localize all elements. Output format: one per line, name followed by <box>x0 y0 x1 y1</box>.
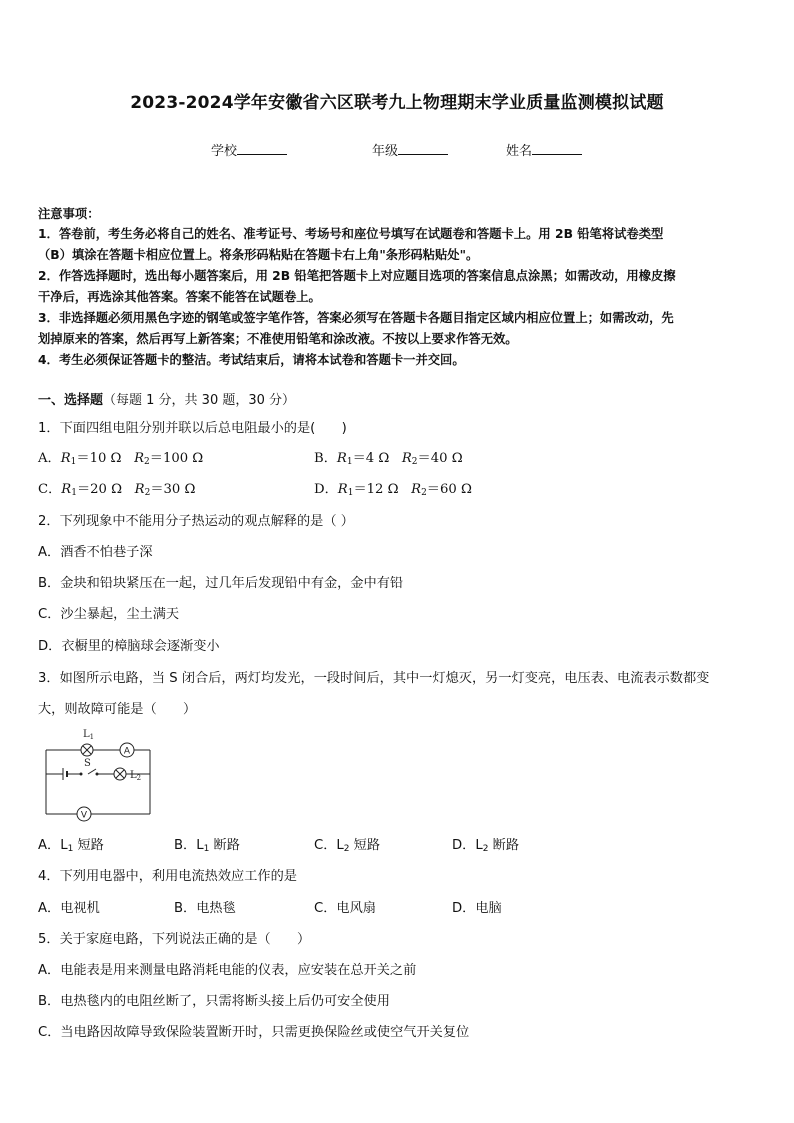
notice-line: 2．作答选择题时，选出每小题答案后，用 2B 铅笔把答题卡上对应题目选项的答案信息点涂黑；如需改动，用橡皮擦 <box>38 269 676 283</box>
q1-option-b: B．$R_1=4$ Ω $R_2=40$ Ω <box>314 451 463 467</box>
notice-line: 3．非选择题必须用黑色字迹的钢笔或签字笔作答，答案必须写在答题卡各题目指定区域内相应位置上；如需改动，先 <box>38 311 674 325</box>
battery-icon <box>63 768 67 780</box>
q5-option-b: B．电热毯内的电阻丝断了，只需将断头接上后仍可安全使用 <box>38 994 390 1009</box>
q3-stem-line2: 大，则故障可能是（ ） <box>38 702 197 717</box>
option-r2: 100 Ω <box>162 451 204 466</box>
section-detail: （每题 1 分，共 30 题，30 分） <box>103 393 296 408</box>
school-label: 学校 <box>211 144 238 159</box>
school-field <box>211 140 287 159</box>
q2-option-b: B．金块和铅块紧压在一起，过几年后发现铅中有金，金中有铅 <box>38 576 404 591</box>
option-r1: 12 Ω <box>366 482 399 497</box>
notice-heading: 注意事项： <box>38 207 100 221</box>
q2-option-c: C．沙尘暴起，尘土满天 <box>38 607 180 622</box>
label-l1: $L_1$ <box>83 729 95 741</box>
q2-stem: 2．下列现象中不能用分子热运动的观点解释的是（ ） <box>38 514 354 529</box>
label-l2: $L_2$ <box>130 770 142 782</box>
notice-line: 4．考生必须保证答题卡的整洁。考试结束后，请将本试卷和答题卡一并交回。 <box>38 353 465 367</box>
notice-line: 干净后，再选涂其他答案。答案不能答在试题卷上。 <box>38 290 321 304</box>
option-r1: 10 Ω <box>89 451 122 466</box>
q2-option-a: A．酒香不怕巷子深 <box>38 545 153 560</box>
section-heading <box>38 389 295 408</box>
option-r2: 30 Ω <box>163 482 196 497</box>
q5-option-a: A．电能表是用来测量电路消耗电能的仪表，应安装在总开关之前 <box>38 963 417 978</box>
option-letter: B． <box>314 451 337 466</box>
ammeter-label: A <box>123 746 131 757</box>
name-label: 姓名 <box>506 144 533 159</box>
q3-option-d: D．$L_2$ 断路 <box>452 838 520 854</box>
q3-option-b: B．$L_1$ 断路 <box>174 838 240 854</box>
option-letter: C． <box>38 482 62 497</box>
option-letter: A． <box>38 451 61 466</box>
page-title: 2023-2024学年安徽省六区联考九上物理期末学业质量监测模拟试题 <box>130 93 664 113</box>
notice-line: 划掉原来的答案，然后再写上新答案；不准使用铅笔和涂改液。不按以上要求作答无效。 <box>38 332 518 346</box>
grade-blank <box>398 142 448 155</box>
voltmeter-icon <box>77 807 91 821</box>
q4-option-c: C．电风扇 <box>314 901 376 916</box>
option-r1: 20 Ω <box>90 482 123 497</box>
label-s: S <box>84 758 91 769</box>
q2-option-d: D．衣橱里的樟脑球会逐渐变小 <box>38 639 220 654</box>
option-r2: 60 Ω <box>439 482 472 497</box>
notice-line: 1．答卷前，考生务必将自己的姓名、准考证号、考场号和座位号填写在试题卷和答题卡上。用 2B 铅笔将试卷类型 <box>38 227 664 241</box>
option-letter: D． <box>314 482 338 497</box>
name-blank <box>532 142 582 155</box>
lamp-l2-icon <box>114 768 126 780</box>
q4-stem: 4．下列用电器中，利用电流热效应工作的是 <box>38 869 297 884</box>
q1-option-c: C．$R_1=20$ Ω $R_2=30$ Ω <box>38 482 196 498</box>
grade-field <box>372 140 448 159</box>
q5-option-c: C．当电路因故障导致保险装置断开时，只需更换保险丝或使空气开关复位 <box>38 1025 470 1040</box>
q4-option-d: D．电脑 <box>452 901 502 916</box>
q5-stem: 5．关于家庭电路，下列说法正确的是（ ） <box>38 932 311 947</box>
school-blank <box>237 142 287 155</box>
grade-label: 年级 <box>372 144 399 159</box>
voltmeter-label: V <box>80 810 88 821</box>
q3-option-a: A．$L_1$ 短路 <box>38 838 104 854</box>
option-r2: 40 Ω <box>430 451 463 466</box>
q3-option-c: C．$L_2$ 短路 <box>314 838 381 854</box>
q4-option-a: A．电视机 <box>38 901 100 916</box>
q3-circuit-diagram <box>38 722 158 824</box>
q1-option-a: A．$R_1=10$ Ω $R_2=100$ Ω <box>38 451 204 467</box>
q1-stem: 1．下面四组电阻分别并联以后总电阻最小的是( ) <box>38 421 347 436</box>
ammeter-icon <box>120 743 134 757</box>
q1-option-d: D．$R_1=12$ Ω $R_2=60$ Ω <box>314 482 472 498</box>
section-label: 一、选择题 <box>38 393 104 408</box>
name-field <box>506 140 582 159</box>
lamp-l1-icon <box>81 744 93 756</box>
notice-line: （B）填涂在答题卡相应位置上。将条形码粘贴在答题卡右上角"条形码粘贴处"。 <box>38 248 479 262</box>
q3-stem-line1: 3．如图所示电路，当 S 闭合后，两灯均发光，一段时间后，其中一灯熄灭，另一灯变亮，电压表、电流表示数都变 <box>38 671 710 686</box>
q4-option-b: B．电热毯 <box>174 901 236 916</box>
option-r1: 4 Ω <box>365 451 390 466</box>
